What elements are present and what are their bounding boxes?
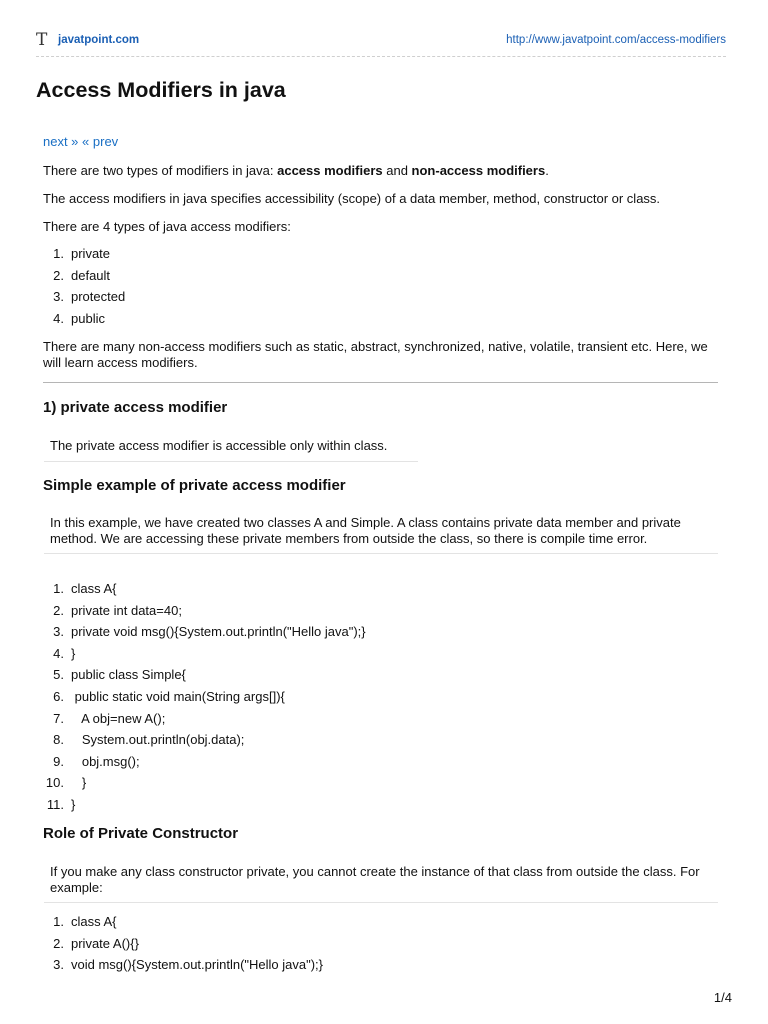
- code-line: [43, 621, 366, 643]
- line-number: 1.: [53, 914, 64, 929]
- line-number: 2.: [53, 602, 64, 618]
- line-number: 4.: [53, 645, 64, 661]
- code-line: [43, 911, 323, 933]
- line-number: 7.: [53, 710, 64, 726]
- line-number: 5.: [53, 667, 64, 683]
- line-number: 1.: [53, 581, 64, 596]
- list-number: 3.: [53, 289, 64, 305]
- code-text: private int data=40;: [71, 602, 182, 618]
- list-item: [43, 265, 125, 287]
- private-example-code: [43, 578, 366, 816]
- list-item: [43, 243, 125, 265]
- intro-text: and: [382, 163, 412, 178]
- private-constructor-note: If you make any class constructor private, you cannot create the instance of that class from outside the class. For example:: [44, 864, 718, 903]
- page-number: 1/4: [713, 990, 732, 1005]
- line-number: 2.: [53, 935, 64, 951]
- code-line: [43, 686, 366, 708]
- page-header: [0, 0, 768, 60]
- code-line: [43, 954, 323, 976]
- prev-link[interactable]: « prev: [82, 134, 119, 149]
- code-text: }: [71, 645, 76, 661]
- code-text: class A{: [71, 914, 117, 929]
- private-modifier-heading: 1) private access modifier: [43, 399, 228, 416]
- code-line: [43, 578, 366, 600]
- list-item: [43, 286, 125, 308]
- line-number: 9.: [53, 753, 64, 769]
- list-number: 1.: [53, 246, 64, 261]
- code-text: void msg(){System.out.println("Hello java");}: [71, 957, 323, 973]
- non-access-paragraph: There are many non-access modifiers such as static, abstract, synchronized, native, volatile, transient etc. Here, we will learn access modifiers.: [43, 339, 708, 370]
- page-url-link[interactable]: http://www.javatpoint.com/access-modifiers: [506, 34, 726, 46]
- intro-text: There are two types of modifiers in java:: [43, 163, 278, 178]
- next-link[interactable]: next »: [43, 134, 79, 149]
- line-number: 8.: [53, 732, 64, 748]
- pagination-nav: [43, 134, 118, 149]
- site-logo-icon: T: [36, 30, 48, 50]
- line-number: 10.: [45, 775, 64, 791]
- code-text: }: [71, 796, 76, 812]
- code-line: [43, 751, 366, 773]
- non-access-modifiers-term: non-access modifiers: [411, 163, 546, 178]
- code-line: [43, 664, 366, 686]
- modifier-list: [43, 243, 125, 329]
- code-line: [43, 708, 366, 730]
- code-line: [43, 600, 366, 622]
- line-number: 3.: [53, 624, 64, 640]
- code-text: System.out.println(obj.data);: [71, 732, 245, 748]
- code-line: [43, 729, 366, 751]
- line-number: 11.: [46, 796, 64, 812]
- private-example-heading: Simple example of private access modifier: [43, 477, 346, 494]
- code-line: [43, 933, 323, 955]
- code-line: [43, 772, 366, 794]
- private-constructor-code: [43, 911, 323, 976]
- code-line: [43, 643, 366, 665]
- code-text: class A{: [71, 581, 117, 596]
- private-example-note: In this example, we have created two classes A and Simple. A class contains private data member and private method. We are accessing these private members from outside the class, so there is compile time error.: [44, 515, 718, 554]
- list-text: public: [71, 310, 105, 326]
- list-text: private: [71, 246, 111, 261]
- code-text: }: [71, 775, 87, 791]
- access-modifiers-term: access modifiers: [277, 163, 383, 178]
- code-text: public static void main(String args[]){: [71, 688, 285, 704]
- code-line: [43, 794, 366, 816]
- page-title: Access Modifiers in java: [36, 78, 286, 102]
- list-number: 4.: [53, 310, 64, 326]
- code-text: obj.msg();: [71, 753, 140, 769]
- line-number: 6.: [53, 688, 64, 704]
- private-modifier-note: The private access modifier is accessible only within class.: [44, 438, 418, 462]
- code-text: private A(){}: [71, 935, 139, 951]
- code-text: private void msg(){System.out.println("Hello java");}: [71, 624, 366, 640]
- list-text: protected: [71, 289, 126, 305]
- intro-paragraph-3: There are 4 types of java access modifiers:: [43, 219, 291, 234]
- code-text: A obj=new A();: [71, 710, 166, 726]
- intro-paragraph-2: The access modifiers in java specifies accessibility (scope) of a data member, method, constructor or class.: [43, 191, 661, 206]
- list-item: [43, 308, 125, 330]
- code-text: public class Simple{: [71, 667, 186, 683]
- list-number: 2.: [53, 267, 64, 283]
- intro-paragraph-1: [43, 163, 723, 179]
- header-divider: [36, 56, 726, 57]
- intro-text: .: [545, 163, 549, 178]
- section-divider: [43, 382, 718, 383]
- list-text: default: [71, 267, 111, 283]
- private-constructor-heading: Role of Private Constructor: [43, 825, 239, 842]
- site-name-link[interactable]: javatpoint.com: [58, 34, 140, 46]
- line-number: 3.: [53, 957, 64, 973]
